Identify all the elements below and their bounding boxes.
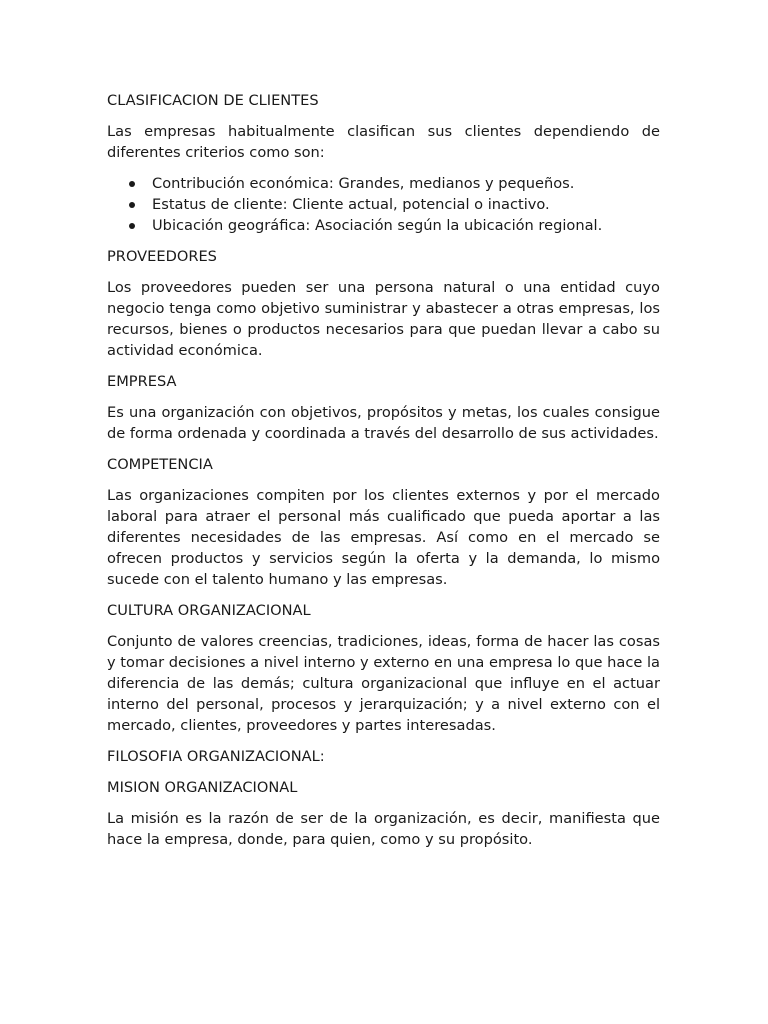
bullet-text: Estatus de cliente: Cliente actual, potencial o inactivo.	[152, 196, 550, 213]
bullet-item	[107, 194, 660, 215]
section-paragraph-mision-organizacional: La misión es la razón de ser de la organización, es decir, manifiesta que hace la empresa, donde, para quien, como y su propósito.	[107, 810, 660, 848]
section-heading-competencia: COMPETENCIA	[107, 456, 213, 473]
bullet-text: Contribución económica: Grandes, medianos y pequeños.	[152, 175, 575, 192]
section-paragraph-competencia: Las organizaciones compiten por los clientes externos y por el mercado laboral para atraer el personal más cualificado que pueda aportar a las diferentes necesidades de las empresas. Así como en el mercado se ofrecen productos y servicios según la oferta y la demanda, lo mismo sucede con el talento humano y las empresas.	[107, 487, 660, 588]
bullet-icon	[129, 223, 135, 229]
section-heading-cultura-organizacional: CULTURA ORGANIZACIONAL	[107, 602, 311, 619]
bullet-icon	[129, 181, 135, 187]
bullet-item	[107, 173, 660, 194]
section-paragraph-empresa: Es una organización con objetivos, propósitos y metas, los cuales consigue de forma ordenada y coordinada a través del desarrollo de sus actividades.	[107, 404, 660, 442]
document-page	[107, 90, 660, 860]
section-heading-mision-organizacional: MISION ORGANIZACIONAL	[107, 779, 298, 796]
bullet-text: Ubicación geográfica: Asociación según la ubicación regional.	[152, 217, 603, 234]
section-heading-clasificacion-de-clientes: CLASIFICACION DE CLIENTES	[107, 92, 319, 109]
bullet-list-criterios	[107, 173, 660, 236]
section-paragraph-cultura-organizacional: Conjunto de valores creencias, tradiciones, ideas, forma de hacer las cosas y tomar decisiones a nivel interno y externo en una empresa lo que hace la diferencia de las demás; cultura organizacional que influye en el actuar interno del personal, procesos y jerarquización; y a nivel externo con el mercado, clientes, proveedores y partes interesadas.	[107, 633, 660, 734]
section-paragraph-proveedores: Los proveedores pueden ser una persona natural o una entidad cuyo negocio tenga como objetivo suministrar y abastecer a otras empresas, los recursos, bienes o productos necesarios para que puedan llevar a cabo su actividad económica.	[107, 279, 660, 359]
section-heading-filosofia-organizacional: FILOSOFIA ORGANIZACIONAL:	[107, 748, 325, 765]
section-paragraph-clasificacion-de-clientes: Las empresas habitualmente clasifican sus clientes dependiendo de diferentes criterios como son:	[107, 123, 660, 161]
bullet-icon	[129, 202, 135, 208]
bullet-item	[107, 215, 660, 236]
section-heading-proveedores: PROVEEDORES	[107, 248, 217, 265]
section-heading-empresa: EMPRESA	[107, 373, 177, 390]
